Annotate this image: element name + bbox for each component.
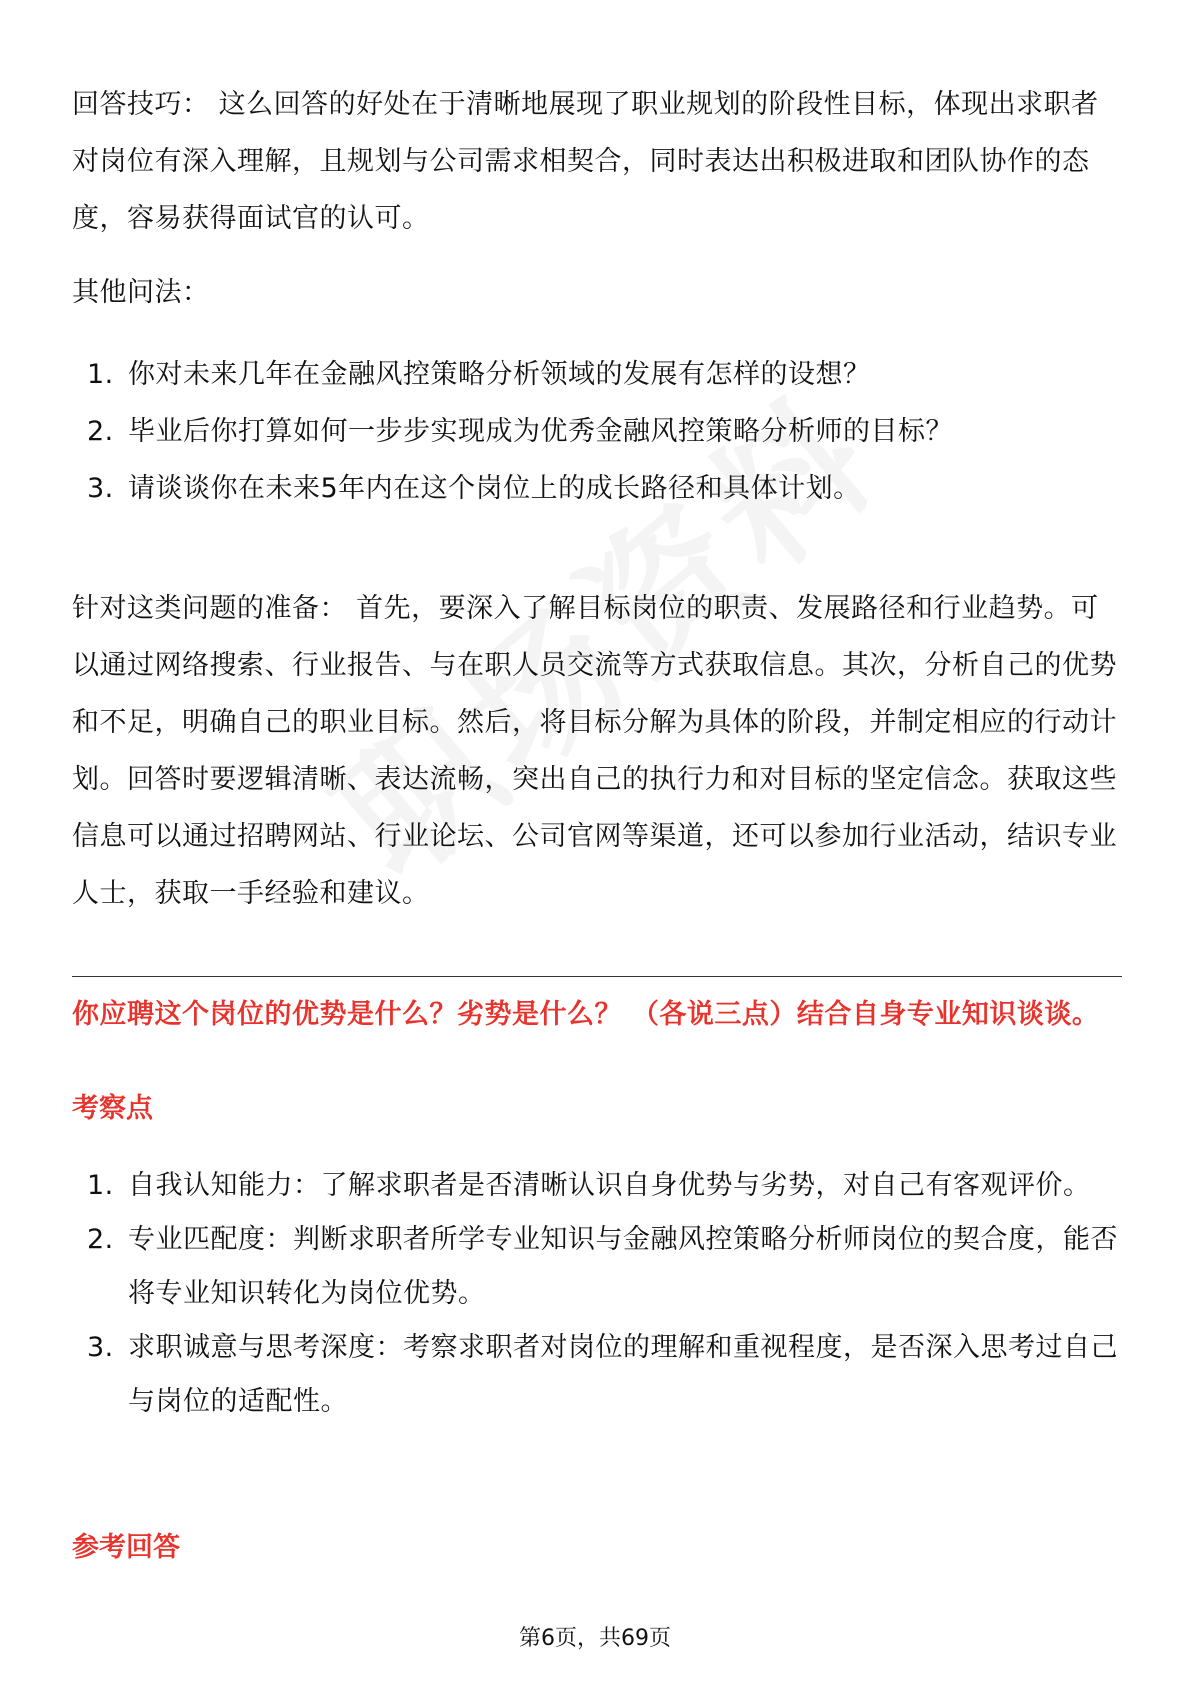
section-divider: [72, 976, 1122, 977]
other-questions-heading: 其他问法：: [72, 277, 210, 308]
other-questions-list: [72, 346, 1122, 517]
list-number: 2.: [87, 416, 114, 447]
list-number: 1.: [87, 1170, 114, 1201]
list-item-text: 求职诚意与思考深度：考察求职者对岗位的理解和重视程度，是否深入思考过自己与岗位的适配性。: [128, 1332, 1118, 1417]
list-number: 1.: [87, 359, 114, 390]
answer-tips-paragraph: 回答技巧： 这么回答的好处在于清晰地展现了职业规划的阶段性目标，体现出求职者对岗位有深入理解，且规划与公司需求相契合，同时表达出积极进取和团队协作的态度，容易获得面试官的认可。: [72, 89, 1099, 234]
list-item-text: 请谈谈你在未来5年内在这个岗位上的成长路径和具体计划。: [128, 473, 861, 504]
focus-points-list: [72, 1159, 1122, 1429]
list-item: [72, 1321, 1122, 1429]
page-number-footer: 第6页，共69页: [519, 1626, 671, 1651]
list-item-text: 你对未来几年在金融风控策略分析领域的发展有怎样的设想？: [128, 359, 871, 390]
list-item: [72, 403, 1122, 460]
list-item-text: 专业匹配度：判断求职者所学专业知识与金融风控策略分析师岗位的契合度，能否将专业知识转化为岗位优势。: [128, 1224, 1118, 1309]
list-item: [72, 460, 1122, 517]
preparation-paragraph: 针对这类问题的准备： 首先，要深入了解目标岗位的职责、发展路径和行业趋势。可以通过网络搜索、行业报告、与在职人员交流等方式获取信息。其次，分析自己的优势和不足，明确自己的职业目标。然后，将目标分解为具体的阶段，并制定相应的行动计划。回答时要逻辑清晰、表达流畅，突出自己的执行力和对目标的坚定信念。获取这些信息可以通过招聘网站、行业论坛、公司官网等渠道，还可以参加行业活动，结识专业人士，获取一手经验和建议。: [72, 593, 1117, 909]
list-item-text: 自我认知能力：了解求职者是否清晰认识自身优势与劣势，对自己有客观评价。: [128, 1170, 1091, 1201]
list-number: 3.: [87, 1332, 114, 1363]
list-item: [72, 1213, 1122, 1321]
focus-heading: 考察点: [72, 1093, 153, 1124]
question-title: 你应聘这个岗位的优势是什么？劣势是什么？ （各说三点）结合自身专业知识谈谈。: [72, 999, 1100, 1030]
list-number: 2.: [87, 1224, 114, 1255]
list-item: [72, 346, 1122, 403]
list-item-text: 毕业后你打算如何一步步实现成为优秀金融风控策略分析师的目标？: [128, 416, 953, 447]
list-item: [72, 1159, 1122, 1213]
reference-answer-heading: 参考回答: [72, 1532, 180, 1563]
list-number: 3.: [87, 473, 114, 504]
